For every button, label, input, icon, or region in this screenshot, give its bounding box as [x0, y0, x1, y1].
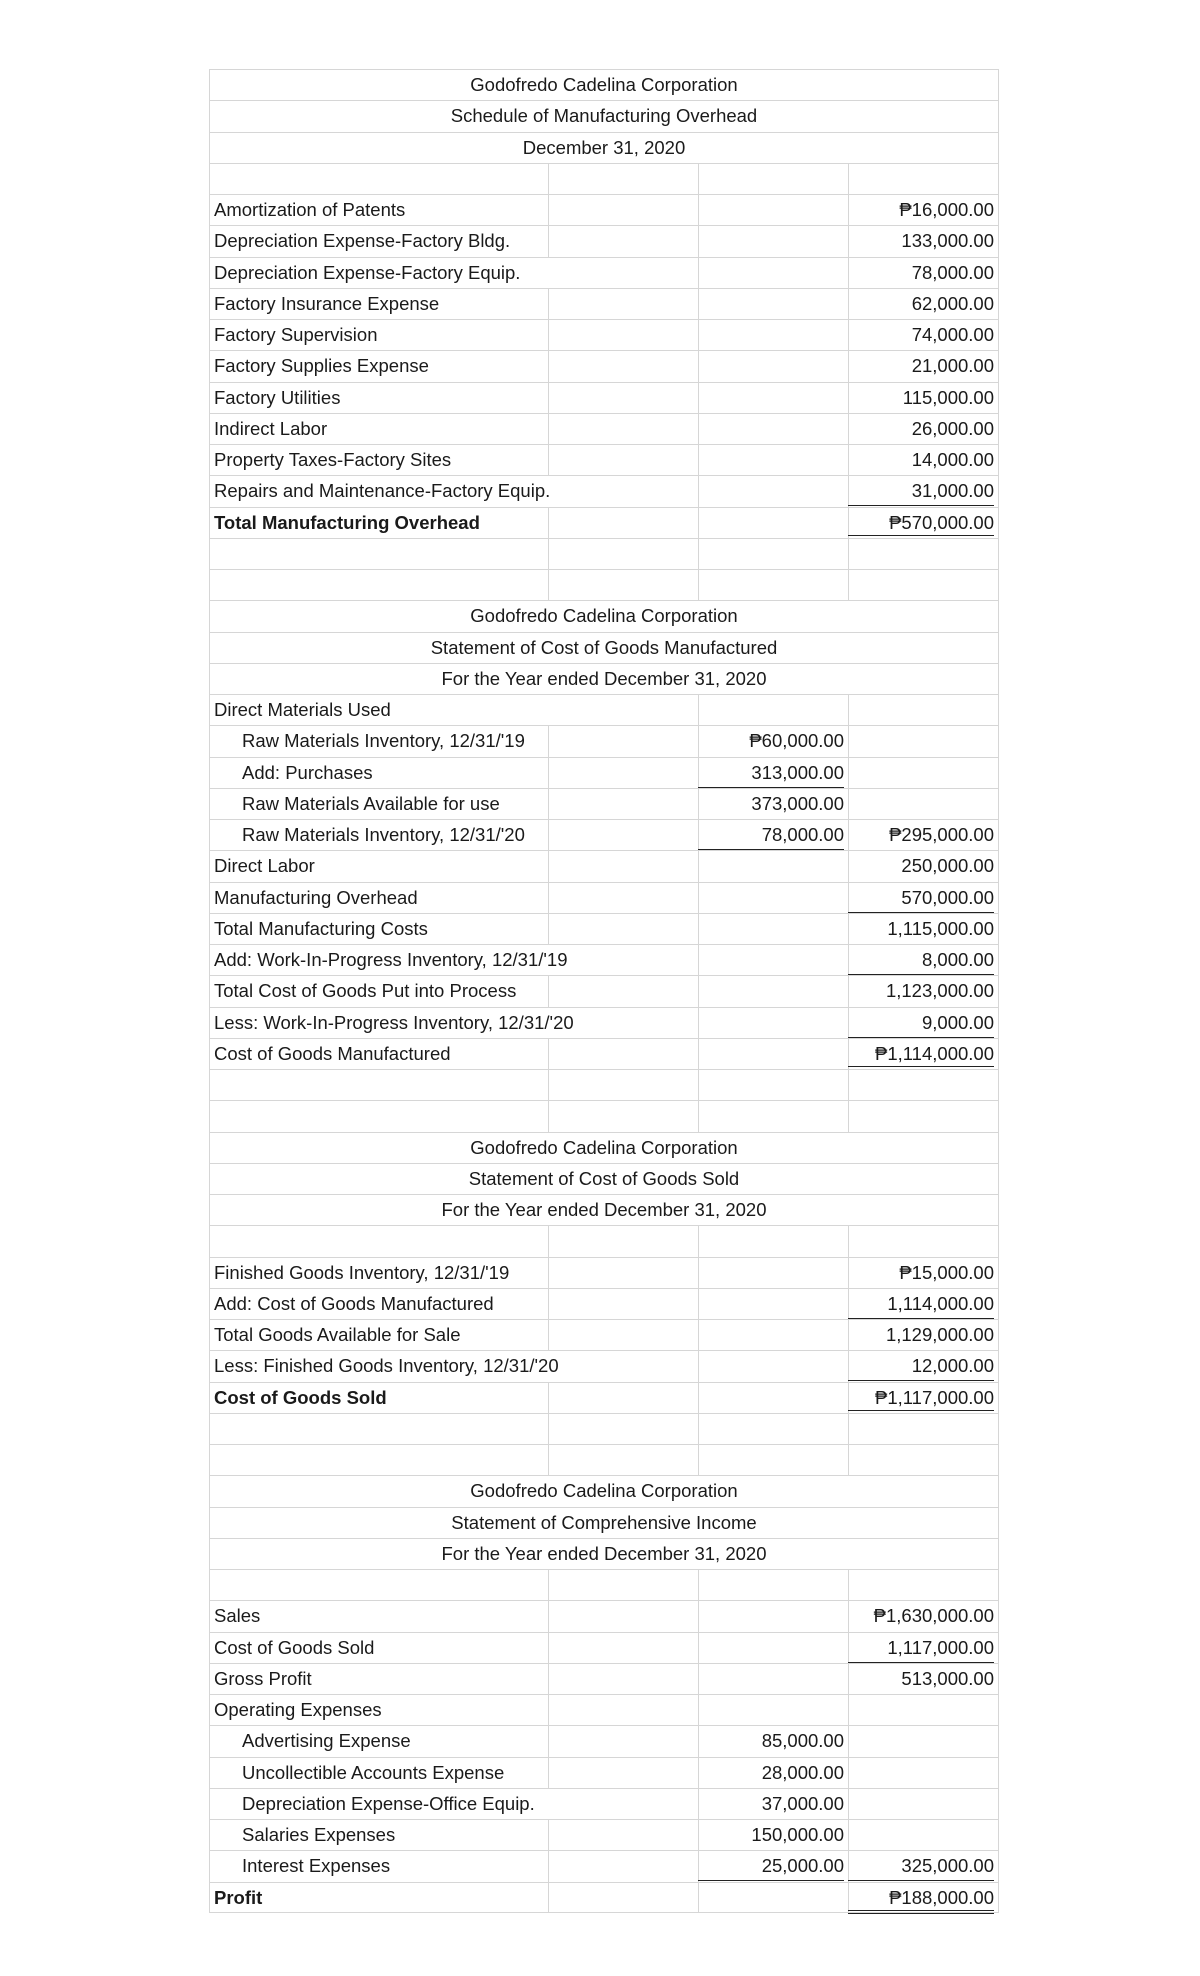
total-label: Total Manufacturing Overhead: [214, 511, 480, 533]
line-item-label: Manufacturing Overhead: [214, 886, 418, 908]
line-item-label: Factory Supervision: [214, 324, 378, 345]
line-item: [210, 475, 998, 506]
line-item: [210, 1319, 998, 1350]
line-item: [210, 1694, 998, 1725]
total-amount: ₱1,117,000.00: [848, 1383, 994, 1414]
line-item-amount: 78,000.00: [698, 820, 844, 850]
line-item: [210, 1600, 998, 1631]
sheet-row: [210, 1475, 998, 1506]
line-item-label: Depreciation Expense-Factory Equip.: [214, 261, 521, 283]
line-item-amount: 133,000.00: [901, 230, 994, 252]
line-item-amount: 570,000.00: [848, 883, 994, 913]
total-amount: ₱1,114,000.00: [848, 1039, 994, 1070]
section-label: Direct Materials Used: [214, 699, 391, 720]
line-item-label: Uncollectible Accounts Expense: [242, 1761, 505, 1783]
line-item-amount: 313,000.00: [698, 758, 844, 788]
total-row: [210, 1382, 998, 1413]
empty-row: [210, 1569, 998, 1600]
line-item-label: Advertising Expense: [242, 1730, 411, 1752]
line-item-amount: 12,000.00: [848, 1351, 994, 1381]
line-item: [210, 1757, 998, 1788]
line-item-amount: 115,000.00: [902, 386, 994, 408]
sheet-row: [210, 69, 998, 100]
line-item: [210, 975, 998, 1006]
line-item-amount: 31,000.00: [848, 476, 994, 506]
line-item-label: Less: Finished Goods Inventory, 12/31/'20: [214, 1355, 559, 1377]
line-item: [210, 1257, 998, 1288]
empty-row: [210, 1069, 998, 1100]
statement-date: December 31, 2020: [522, 136, 686, 158]
line-item-label: Raw Materials Inventory, 12/31/'19: [242, 730, 525, 752]
total-label: Cost of Goods Manufactured: [214, 1042, 451, 1064]
line-item-label: Raw Materials Inventory, 12/31/'20: [242, 824, 525, 845]
line-item-label: Direct Labor: [214, 855, 315, 877]
sheet-row: [210, 132, 998, 163]
line-item-label: Raw Materials Available for use: [242, 792, 500, 814]
sheet-row: [210, 1132, 998, 1163]
line-item-label: Depreciation Expense-Office Equip.: [242, 1792, 535, 1814]
line-item-label: Gross Profit: [214, 1667, 312, 1689]
line-item-amount: 1,123,000.00: [885, 980, 994, 1002]
line-item-label: Repairs and Maintenance-Factory Equip.: [214, 480, 551, 502]
line-item: [210, 1788, 998, 1819]
line-item-amount: 9,000.00: [848, 1008, 994, 1038]
line-item-label: Total Manufacturing Costs: [214, 917, 428, 939]
line-item-amount: ₱16,000.00: [899, 199, 994, 220]
line-item: [210, 288, 998, 319]
line-item-amount: 1,115,000.00: [887, 917, 994, 939]
line-item: [210, 1725, 998, 1756]
line-item-amount: 37,000.00: [761, 1792, 844, 1814]
line-item-amount: ₱60,000.00: [749, 730, 844, 752]
line-item-amount: 26,000.00: [911, 417, 994, 439]
subtotal-amount: ₱295,000.00: [889, 824, 994, 845]
line-item-label: Add: Purchases: [242, 761, 373, 783]
empty-row: [210, 1444, 998, 1475]
line-item-label: Cost of Goods Sold: [214, 1636, 375, 1658]
spreadsheet: [209, 69, 999, 1913]
line-item-amount: 62,000.00: [911, 292, 994, 314]
line-item-amount: 1,129,000.00: [885, 1324, 994, 1345]
statement-period: For the Year ended December 31, 2020: [441, 1199, 767, 1220]
total-label: Cost of Goods Sold: [214, 1386, 387, 1408]
line-item-label: Finished Goods Inventory, 12/31/'19: [214, 1261, 510, 1283]
sheet-row: [210, 663, 998, 694]
line-item: [210, 257, 998, 288]
line-item: [210, 788, 998, 819]
line-item-label: Factory Supplies Expense: [214, 355, 429, 377]
statement-period: For the Year ended December 31, 2020: [441, 1542, 767, 1564]
line-item: [210, 1819, 998, 1850]
line-item: [210, 1288, 998, 1319]
line-item-label: Interest Expenses: [242, 1855, 391, 1877]
sheet-row: [210, 1194, 998, 1225]
company-name: Godofredo Cadelina Corporation: [470, 74, 738, 95]
line-item-amount: 1,117,000.00: [848, 1633, 994, 1663]
line-item-label: Factory Insurance Expense: [214, 292, 440, 314]
statement-title: Statement of Cost of Goods Manufactured: [430, 636, 778, 658]
line-item-amount: 513,000.00: [901, 1667, 994, 1689]
company-name: Godofredo Cadelina Corporation: [470, 1480, 738, 1502]
line-item: [210, 819, 998, 850]
empty-row: [210, 1225, 998, 1256]
line-item: [210, 413, 998, 444]
sheet-row: [210, 632, 998, 663]
line-item: [210, 319, 998, 350]
empty-row: [210, 569, 998, 600]
empty-row: [210, 1100, 998, 1131]
line-item: [210, 1350, 998, 1381]
company-name: Godofredo Cadelina Corporation: [470, 605, 738, 627]
line-item-amount: ₱1,630,000.00: [873, 1605, 994, 1627]
line-item-amount: 8,000.00: [848, 945, 994, 975]
line-item-amount: 78,000.00: [911, 261, 994, 283]
total-row: [210, 1038, 998, 1069]
line-item-label: Depreciation Expense-Factory Bldg.: [214, 230, 511, 252]
empty-row: [210, 163, 998, 194]
line-item-label: Property Taxes-Factory Sites: [214, 449, 452, 470]
line-item-label: Sales: [214, 1605, 261, 1627]
line-item: [210, 694, 998, 725]
line-item: [210, 382, 998, 413]
company-name: Godofredo Cadelina Corporation: [470, 1136, 738, 1158]
line-item-amount: 14,000.00: [911, 449, 994, 470]
line-item-amount: 250,000.00: [901, 855, 994, 877]
subtotal-amount: 325,000.00: [848, 1851, 994, 1881]
line-item-amount: 85,000.00: [761, 1730, 844, 1752]
sheet-row: [210, 100, 998, 131]
statement-period: For the Year ended December 31, 2020: [441, 667, 767, 689]
line-item: [210, 850, 998, 881]
line-item-amount: 150,000.00: [751, 1824, 844, 1845]
section-label: Operating Expenses: [214, 1699, 382, 1720]
line-item-amount: ₱15,000.00: [899, 1261, 994, 1283]
empty-row: [210, 1413, 998, 1444]
line-item: [210, 444, 998, 475]
total-label: Profit: [214, 1886, 263, 1908]
line-item: [210, 350, 998, 381]
sheet-row: [210, 1163, 998, 1194]
sheet-row: [210, 1507, 998, 1538]
line-item: [210, 944, 998, 975]
line-item-label: Factory Utilities: [214, 386, 341, 408]
line-item-amount: 25,000.00: [698, 1851, 844, 1881]
total-row: [210, 507, 998, 538]
sheet-row: [210, 600, 998, 631]
line-item: [210, 882, 998, 913]
line-item-amount: 373,000.00: [751, 792, 844, 814]
line-item: [210, 1663, 998, 1694]
line-item-label: Salaries Expenses: [242, 1824, 396, 1845]
empty-row: [210, 538, 998, 569]
sheet-row: [210, 1538, 998, 1569]
line-item-amount: 1,114,000.00: [848, 1289, 994, 1319]
line-item-label: Amortization of Patents: [214, 199, 406, 220]
line-item: [210, 1632, 998, 1663]
line-item-amount: 74,000.00: [911, 324, 994, 345]
statement-title: Schedule of Manufacturing Overhead: [450, 105, 758, 127]
line-item: [210, 225, 998, 256]
line-item: [210, 194, 998, 225]
total-row: [210, 1882, 998, 1913]
line-item-amount: 21,000.00: [911, 355, 994, 377]
line-item: [210, 757, 998, 788]
line-item: [210, 913, 998, 944]
line-item: [210, 1850, 998, 1881]
line-item-label: Add: Work-In-Progress Inventory, 12/31/'19: [214, 949, 568, 970]
statement-title: Statement of Cost of Goods Sold: [468, 1167, 740, 1189]
statement-title: Statement of Comprehensive Income: [451, 1511, 757, 1533]
line-item-label: Less: Work-In-Progress Inventory, 12/31/'20: [214, 1011, 574, 1033]
line-item-amount: 28,000.00: [761, 1761, 844, 1783]
total-amount: ₱570,000.00: [848, 508, 994, 539]
line-item-label: Indirect Labor: [214, 417, 328, 439]
line-item: [210, 1007, 998, 1038]
line-item: [210, 725, 998, 756]
line-item-label: Total Cost of Goods Put into Process: [214, 980, 517, 1002]
total-amount: ₱188,000.00: [848, 1883, 994, 1914]
line-item-label: Add: Cost of Goods Manufactured: [214, 1292, 494, 1314]
line-item-label: Total Goods Available for Sale: [214, 1324, 461, 1345]
